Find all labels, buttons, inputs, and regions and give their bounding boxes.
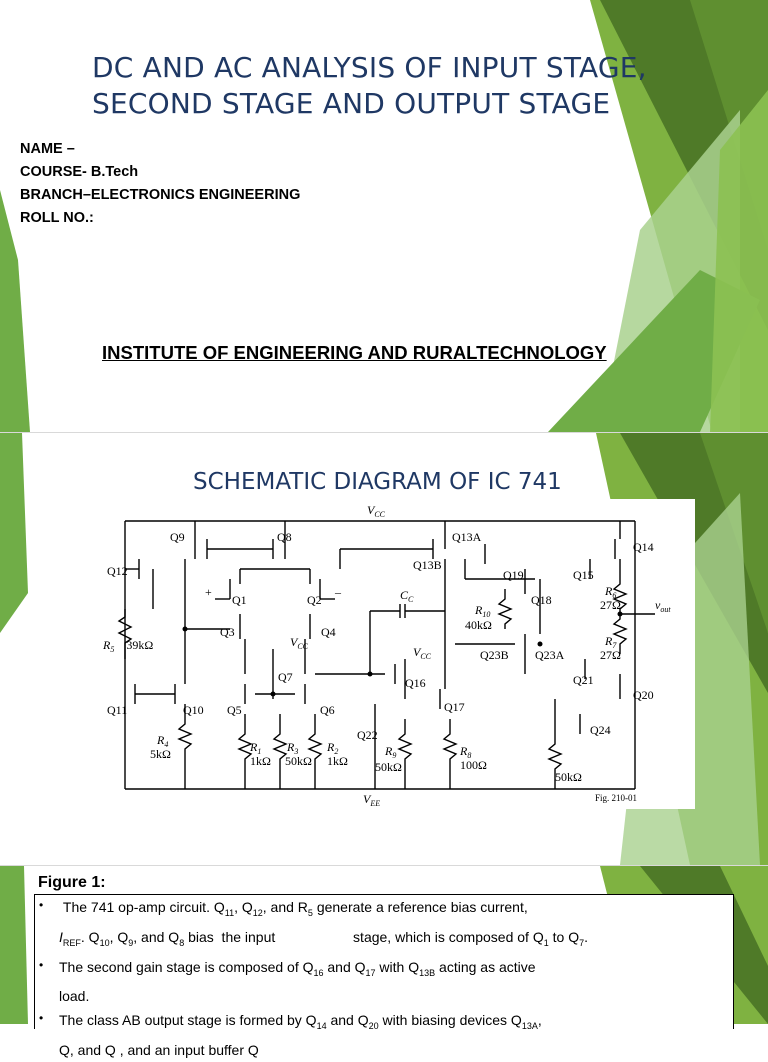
r10-label: R: [475, 603, 483, 617]
r4-label: R: [157, 733, 165, 747]
q19-label: Q19: [503, 568, 524, 582]
cc-label: C: [400, 588, 409, 602]
bullet-icon: •: [39, 957, 44, 972]
vcc-q7-label: V: [290, 635, 298, 649]
svg-text:R6: $R_6$: [605, 584, 617, 600]
q11-label: Q11: [107, 703, 128, 717]
q21-label: Q21: [573, 673, 594, 687]
bullet-item: • The 741 op-amp circuit. $Q_{11}$, $Q_{12}$, and $R_5$ generate a reference bias current, $I_{REF}$. $Q_{10}$, $Q_9$, and $Q_8$ bias the input stage, which is composed of $Q_1$ to $Q_7$.: [35, 895, 725, 955]
plus-input-label: +: [205, 585, 212, 599]
svg-text:R4: $R_4$: [157, 733, 169, 749]
title-line-2: SECOND STAGE AND OUTPUT STAGE: [92, 87, 611, 120]
q4-label: Q4: [321, 625, 336, 639]
r6-value: 27Ω: [600, 598, 621, 612]
r24-value: 50kΩ: [555, 770, 582, 784]
svg-text:CC: $C_C$: [400, 588, 414, 604]
slide-figure-notes: [0, 866, 768, 1059]
q24-label: Q24: [590, 723, 611, 737]
q17-label: Q17: [444, 700, 465, 714]
r7-value: 27Ω: [600, 648, 621, 662]
bullet-item: • The class AB output stage is formed by $Q_{14}$ and $Q_{20}$ with biasing devices $Q_{13A}$, Q, and Q , and an input buffer Q: [35, 1008, 725, 1062]
r8-value: 100Ω: [460, 758, 487, 772]
bullet-icon: •: [39, 1011, 44, 1026]
q12-label: Q12: [107, 564, 128, 578]
q5-label: Q5: [227, 703, 242, 717]
q13a-label: Q13A: [452, 530, 482, 544]
svg-text:VEE: $V_{EE}$: [363, 792, 381, 808]
q14-label: Q14: [633, 540, 654, 554]
vcc-q16-label: V: [413, 645, 421, 659]
svg-text:R1: $R_1$: [250, 740, 262, 756]
svg-text:R539kΩ: $R_5$ 39kΩ: [103, 638, 154, 654]
vcc-label: V: [367, 503, 375, 517]
r7-label: R: [605, 634, 613, 648]
figure-notes-box: [34, 894, 734, 1059]
bullet-item: • The second gain stage is composed of $Q_{16}$ and $Q_{17}$ with $Q_{13B}$ acting as active load.: [35, 955, 725, 1009]
r3-value: 50kΩ: [285, 754, 312, 768]
q23a-label: Q23A: [535, 648, 565, 662]
svg-text:R8: $R_8$: [460, 744, 472, 760]
q20-label: Q20: [633, 688, 654, 702]
course-field: COURSE- B.Tech: [20, 164, 139, 180]
r2-label: R: [327, 740, 335, 754]
minus-input-label: –: [335, 585, 341, 599]
r3-label: R: [287, 740, 295, 754]
q3-label: Q3: [220, 625, 235, 639]
svg-text:VCC: $V_{CC}$: [413, 645, 432, 661]
svg-text:vout: $v_{out}$: [655, 598, 671, 614]
r1-value: 1kΩ: [250, 754, 271, 768]
ic741-schematic: [95, 499, 695, 809]
roll-field: ROLL NO.:: [20, 210, 94, 226]
institute-name: INSTITUTE OF ENGINEERING AND RURALTECHNOLOGY: [102, 342, 607, 363]
slide-schematic: [0, 433, 768, 865]
student-info: [20, 138, 300, 230]
r8-label: R: [460, 744, 468, 758]
r2-value: 1kΩ: [327, 754, 348, 768]
q22-label: Q22: [357, 728, 378, 742]
q7-label: Q7: [278, 670, 293, 684]
svg-text:R2: $R_2$: [327, 740, 339, 756]
r4-value: 5kΩ: [150, 747, 171, 761]
q8-label: Q8: [277, 530, 292, 544]
q23b-label: Q23B: [480, 648, 509, 662]
q13b-label: Q13B: [413, 558, 442, 572]
title-line-1: DC AND AC ANALYSIS OF INPUT STAGE,: [92, 51, 647, 84]
svg-text:R9: $R_9$: [385, 744, 397, 760]
schematic-title: SCHEMATIC DIAGRAM OF IC 741: [193, 469, 562, 495]
r9-label: R: [385, 744, 393, 758]
branch-field: BRANCH–ELECTRONICS ENGINEERING: [20, 187, 301, 203]
figure-number: Fig. 210-01: [595, 793, 638, 803]
q15-label: Q15: [573, 568, 594, 582]
svg-text:R7: $R_7$: [605, 634, 617, 650]
r5-label: R: [103, 638, 111, 652]
slide-title-heading: [92, 50, 692, 122]
r9-value: 50kΩ: [375, 760, 402, 774]
r10-value: 40kΩ: [465, 618, 492, 632]
q18-label: Q18: [531, 593, 552, 607]
svg-text:VCC: $V_{CC}$: [367, 503, 386, 519]
r1-label: R: [250, 740, 258, 754]
r6-label: R: [605, 584, 613, 598]
svg-text:VCC: $V_{CC}$: [290, 635, 309, 651]
slide-title: [0, 0, 768, 432]
q9-label: Q9: [170, 530, 185, 544]
vee-label: V: [363, 792, 371, 806]
q16-label: Q16: [405, 676, 426, 690]
bullet-icon: •: [39, 898, 44, 912]
name-field: NAME –: [20, 141, 75, 157]
figure-label: Figure 1:: [38, 874, 106, 891]
q2-label: Q2: [307, 593, 322, 607]
q10-label: Q10: [183, 703, 204, 717]
q1-label: Q1: [232, 593, 247, 607]
svg-text:R3: $R_3$: [287, 740, 299, 756]
svg-text:R10: $R_{10}$: [475, 603, 491, 619]
vout-label: v: [655, 598, 661, 612]
q6-label: Q6: [320, 703, 335, 717]
